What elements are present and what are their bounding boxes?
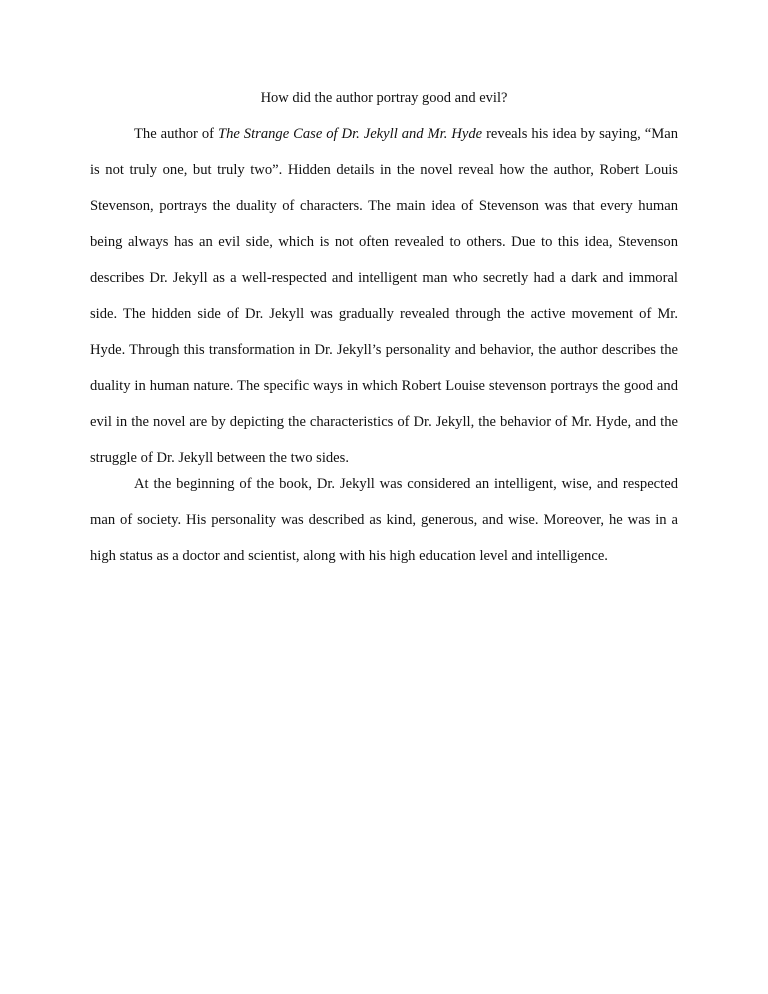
- paragraph-1: [90, 116, 678, 476]
- paragraph-1-intro: The author of: [134, 126, 218, 142]
- paragraph-1-body: reveals his idea by saying, “Man is not truly one, but truly two”. Hidden details in the novel reveal how the author, Robert Louis Stevenson, portrays the duality of characters. The main idea of Stevenson was that every human being always has an evil side, which is not often revealed to others. Due to this idea, Stevenson describes Dr. Jekyll as a well-respected and intelligent man who secretly had a dark and immoral side. The hidden side of Dr. Jekyll was gradually revealed through the active movement of Mr. Hyde. Through this transformation in Dr. Jekyll’s personality and behavior, the author describes the duality in human nature. The specific ways in which Robert Louise stevenson portrays the good and evil in the novel are by depicting the characteristics of Dr. Jekyll, the behavior of Mr. Hyde, and the struggle of Dr. Jekyll between the two sides.: [90, 126, 678, 466]
- paragraph-2: At the beginning of the book, Dr. Jekyll was considered an intelligent, wise, and respected man of society. His personality was described as kind, generous, and wise. Moreover, he was in a high status as a doctor and scientist, along with his high education level and intelligence.: [90, 476, 678, 564]
- essay-title: How did the author portray good and evil?: [260, 90, 508, 106]
- book-title: The Strange Case of Dr. Jekyll and Mr. Hyde: [217, 126, 483, 142]
